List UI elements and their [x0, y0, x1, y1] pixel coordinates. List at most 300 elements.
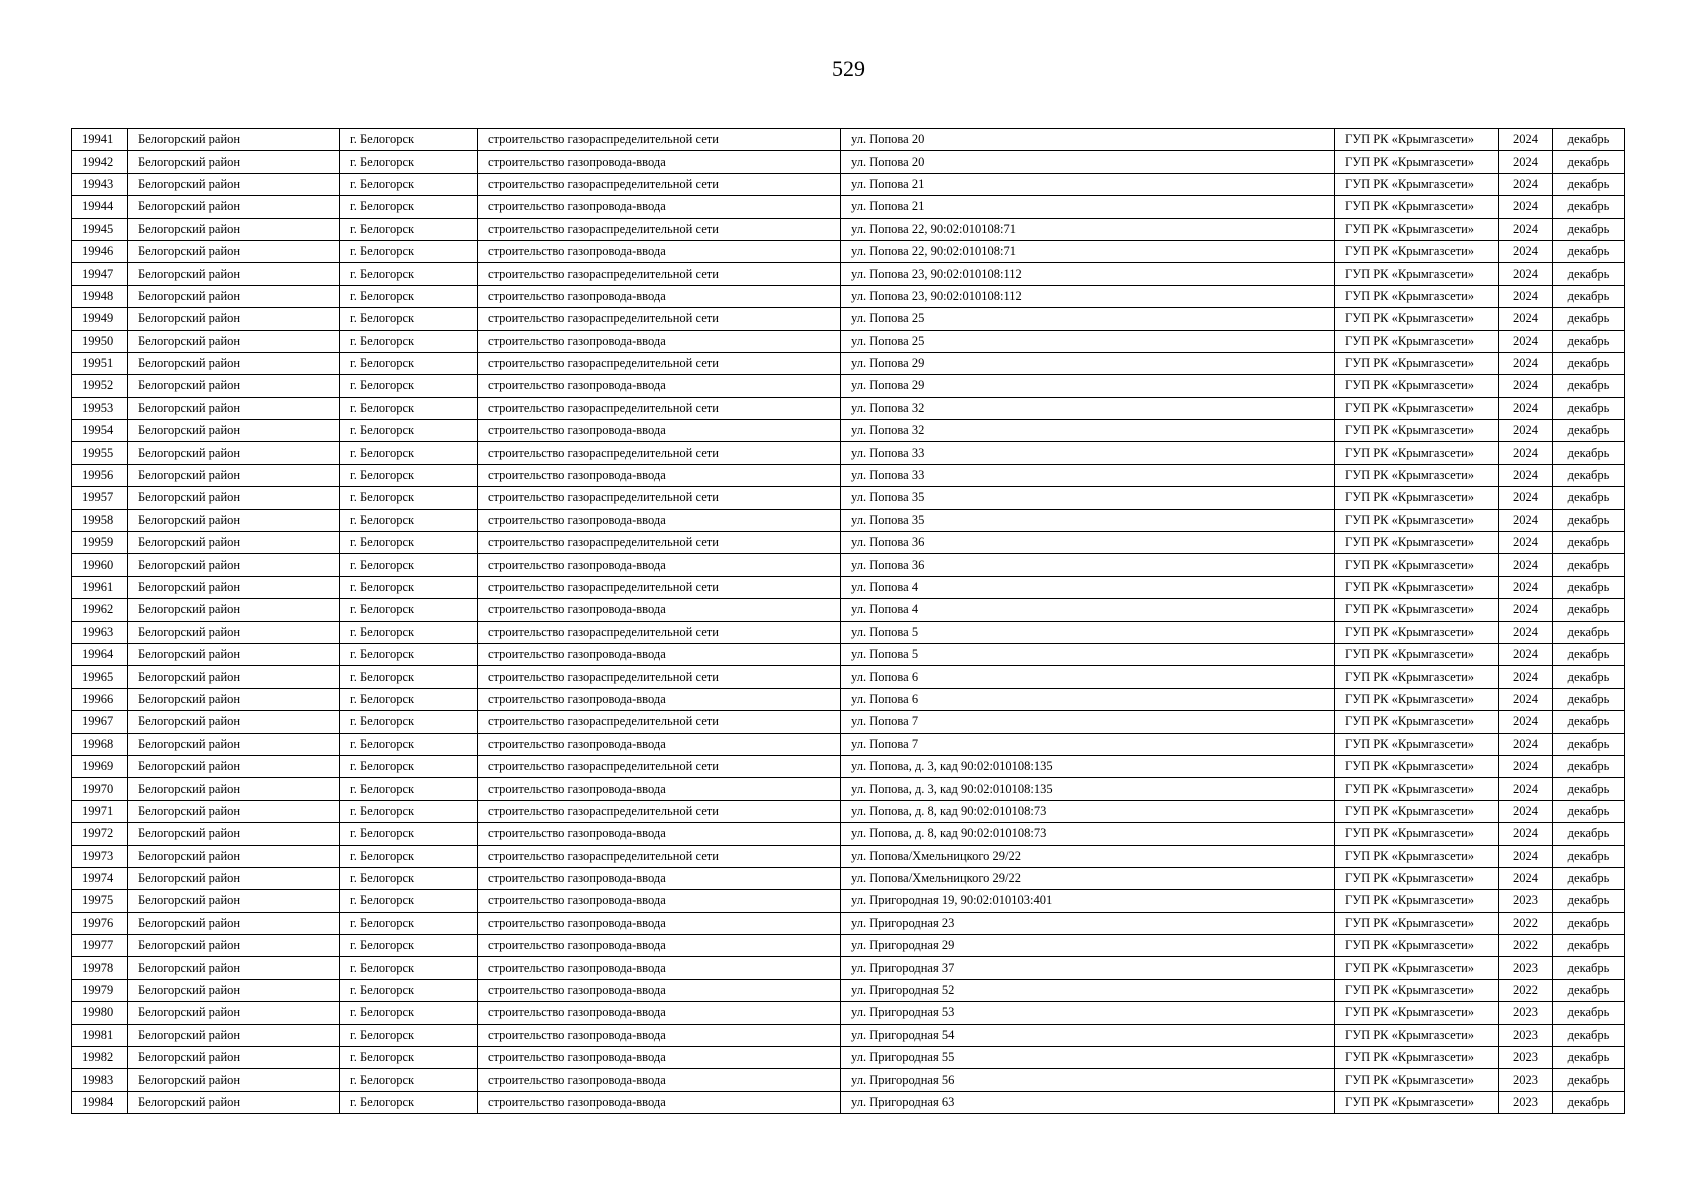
- cell-operator: ГУП РК «Крымгазсети»: [1335, 845, 1499, 867]
- cell-district: Белогорский район: [128, 1069, 340, 1091]
- cell-operator: ГУП РК «Крымгазсети»: [1335, 935, 1499, 957]
- registry-table-body: [72, 129, 1625, 1114]
- cell-year: 2024: [1499, 442, 1553, 464]
- cell-address: ул. Попова 35: [841, 509, 1335, 531]
- cell-row-number: 19944: [72, 196, 128, 218]
- table-row: [72, 554, 1625, 576]
- table-row: [72, 733, 1625, 755]
- cell-address: ул. Пригородная 54: [841, 1024, 1335, 1046]
- cell-district: Белогорский район: [128, 912, 340, 934]
- cell-settlement: г. Белогорск: [340, 129, 478, 151]
- cell-year: 2023: [1499, 1069, 1553, 1091]
- cell-operator: ГУП РК «Крымгазсети»: [1335, 823, 1499, 845]
- cell-operator: ГУП РК «Крымгазсети»: [1335, 979, 1499, 1001]
- page-number: 529: [832, 56, 865, 81]
- cell-work-type: строительство газопровода-ввода: [478, 464, 841, 486]
- cell-operator: ГУП РК «Крымгазсети»: [1335, 576, 1499, 598]
- cell-address: ул. Пригородная 37: [841, 957, 1335, 979]
- cell-month: декабрь: [1553, 352, 1625, 374]
- cell-month: декабрь: [1553, 173, 1625, 195]
- cell-row-number: 19951: [72, 352, 128, 374]
- cell-month: декабрь: [1553, 218, 1625, 240]
- cell-month: декабрь: [1553, 151, 1625, 173]
- cell-operator: ГУП РК «Крымгазсети»: [1335, 666, 1499, 688]
- cell-month: декабрь: [1553, 1069, 1625, 1091]
- cell-operator: ГУП РК «Крымгазсети»: [1335, 1024, 1499, 1046]
- cell-work-type: строительство газопровода-ввода: [478, 285, 841, 307]
- cell-district: Белогорский район: [128, 554, 340, 576]
- cell-settlement: г. Белогорск: [340, 151, 478, 173]
- table-row: [72, 285, 1625, 307]
- cell-district: Белогорский район: [128, 1091, 340, 1113]
- table-row: [72, 196, 1625, 218]
- cell-address: ул. Попова 23, 90:02:010108:112: [841, 285, 1335, 307]
- table-row: [72, 800, 1625, 822]
- cell-operator: ГУП РК «Крымгазсети»: [1335, 352, 1499, 374]
- cell-month: декабрь: [1553, 912, 1625, 934]
- cell-operator: ГУП РК «Крымгазсети»: [1335, 464, 1499, 486]
- cell-operator: ГУП РК «Крымгазсети»: [1335, 912, 1499, 934]
- cell-year: 2024: [1499, 173, 1553, 195]
- cell-address: ул. Попова/Хмельницкого 29/22: [841, 845, 1335, 867]
- cell-work-type: строительство газопровода-ввода: [478, 554, 841, 576]
- cell-row-number: 19959: [72, 532, 128, 554]
- cell-district: Белогорский район: [128, 285, 340, 307]
- cell-month: декабрь: [1553, 800, 1625, 822]
- cell-row-number: 19981: [72, 1024, 128, 1046]
- cell-row-number: 19979: [72, 979, 128, 1001]
- cell-year: 2024: [1499, 330, 1553, 352]
- cell-address: ул. Попова 29: [841, 352, 1335, 374]
- cell-settlement: г. Белогорск: [340, 554, 478, 576]
- cell-settlement: г. Белогорск: [340, 778, 478, 800]
- cell-address: ул. Попова 5: [841, 621, 1335, 643]
- table-row: [72, 979, 1625, 1001]
- cell-district: Белогорский район: [128, 308, 340, 330]
- cell-district: Белогорский район: [128, 599, 340, 621]
- cell-work-type: строительство газопровода-ввода: [478, 912, 841, 934]
- table-row: [72, 151, 1625, 173]
- table-row: [72, 1024, 1625, 1046]
- cell-operator: ГУП РК «Крымгазсети»: [1335, 1047, 1499, 1069]
- cell-operator: ГУП РК «Крымгазсети»: [1335, 218, 1499, 240]
- cell-settlement: г. Белогорск: [340, 464, 478, 486]
- cell-row-number: 19975: [72, 890, 128, 912]
- cell-settlement: г. Белогорск: [340, 621, 478, 643]
- cell-year: 2024: [1499, 196, 1553, 218]
- cell-row-number: 19957: [72, 487, 128, 509]
- cell-row-number: 19960: [72, 554, 128, 576]
- cell-work-type: строительство газопровода-ввода: [478, 375, 841, 397]
- cell-row-number: 19952: [72, 375, 128, 397]
- cell-work-type: строительство газопровода-ввода: [478, 1024, 841, 1046]
- cell-month: декабрь: [1553, 420, 1625, 442]
- cell-district: Белогорский район: [128, 151, 340, 173]
- cell-operator: ГУП РК «Крымгазсети»: [1335, 755, 1499, 777]
- table-row: [72, 957, 1625, 979]
- table-row: [72, 1002, 1625, 1024]
- cell-month: декабрь: [1553, 330, 1625, 352]
- cell-settlement: г. Белогорск: [340, 285, 478, 307]
- cell-row-number: 19971: [72, 800, 128, 822]
- cell-work-type: строительство газораспределительной сети: [478, 621, 841, 643]
- cell-address: ул. Пригородная 52: [841, 979, 1335, 1001]
- cell-work-type: строительство газопровода-ввода: [478, 420, 841, 442]
- cell-address: ул. Пригородная 56: [841, 1069, 1335, 1091]
- cell-operator: ГУП РК «Крымгазсети»: [1335, 375, 1499, 397]
- cell-settlement: г. Белогорск: [340, 173, 478, 195]
- cell-settlement: г. Белогорск: [340, 1047, 478, 1069]
- cell-work-type: строительство газопровода-ввода: [478, 509, 841, 531]
- cell-settlement: г. Белогорск: [340, 1069, 478, 1091]
- table-row: [72, 173, 1625, 195]
- cell-settlement: г. Белогорск: [340, 352, 478, 374]
- cell-address: ул. Попова 33: [841, 464, 1335, 486]
- table-row: [72, 509, 1625, 531]
- cell-settlement: г. Белогорск: [340, 442, 478, 464]
- cell-year: 2023: [1499, 957, 1553, 979]
- cell-year: 2024: [1499, 509, 1553, 531]
- table-row: [72, 487, 1625, 509]
- cell-row-number: 19963: [72, 621, 128, 643]
- table-row: [72, 397, 1625, 419]
- cell-row-number: 19977: [72, 935, 128, 957]
- cell-address: ул. Попова, д. 8, кад 90:02:010108:73: [841, 823, 1335, 845]
- table-row: [72, 621, 1625, 643]
- cell-settlement: г. Белогорск: [340, 643, 478, 665]
- table-row: [72, 240, 1625, 262]
- cell-row-number: 19966: [72, 688, 128, 710]
- cell-row-number: 19972: [72, 823, 128, 845]
- cell-year: 2023: [1499, 1024, 1553, 1046]
- cell-row-number: 19984: [72, 1091, 128, 1113]
- cell-settlement: г. Белогорск: [340, 1024, 478, 1046]
- cell-address: ул. Попова 36: [841, 554, 1335, 576]
- cell-year: 2024: [1499, 464, 1553, 486]
- cell-row-number: 19976: [72, 912, 128, 934]
- cell-operator: ГУП РК «Крымгазсети»: [1335, 487, 1499, 509]
- cell-year: 2024: [1499, 845, 1553, 867]
- cell-year: 2024: [1499, 823, 1553, 845]
- cell-year: 2024: [1499, 554, 1553, 576]
- cell-address: ул. Попова 7: [841, 711, 1335, 733]
- cell-district: Белогорский район: [128, 129, 340, 151]
- cell-year: 2024: [1499, 263, 1553, 285]
- cell-address: ул. Попова/Хмельницкого 29/22: [841, 867, 1335, 889]
- cell-work-type: строительство газораспределительной сети: [478, 308, 841, 330]
- cell-settlement: г. Белогорск: [340, 800, 478, 822]
- cell-row-number: 19968: [72, 733, 128, 755]
- cell-month: декабрь: [1553, 263, 1625, 285]
- cell-district: Белогорский район: [128, 733, 340, 755]
- cell-address: ул. Попова, д. 3, кад 90:02:010108:135: [841, 778, 1335, 800]
- cell-month: декабрь: [1553, 1091, 1625, 1113]
- cell-operator: ГУП РК «Крымгазсети»: [1335, 1002, 1499, 1024]
- table-row: [72, 867, 1625, 889]
- cell-district: Белогорский район: [128, 1024, 340, 1046]
- cell-district: Белогорский район: [128, 823, 340, 845]
- cell-operator: ГУП РК «Крымгазсети»: [1335, 330, 1499, 352]
- cell-work-type: строительство газораспределительной сети: [478, 129, 841, 151]
- table-row: [72, 1091, 1625, 1113]
- cell-operator: ГУП РК «Крымгазсети»: [1335, 778, 1499, 800]
- cell-row-number: 19954: [72, 420, 128, 442]
- cell-district: Белогорский район: [128, 263, 340, 285]
- cell-district: Белогорский район: [128, 240, 340, 262]
- cell-work-type: строительство газораспределительной сети: [478, 173, 841, 195]
- cell-district: Белогорский район: [128, 173, 340, 195]
- cell-settlement: г. Белогорск: [340, 576, 478, 598]
- cell-operator: ГУП РК «Крымгазсети»: [1335, 308, 1499, 330]
- cell-operator: ГУП РК «Крымгазсети»: [1335, 397, 1499, 419]
- cell-month: декабрь: [1553, 554, 1625, 576]
- cell-row-number: 19943: [72, 173, 128, 195]
- cell-operator: ГУП РК «Крымгазсети»: [1335, 420, 1499, 442]
- cell-address: ул. Попова 22, 90:02:010108:71: [841, 218, 1335, 240]
- cell-work-type: строительство газопровода-ввода: [478, 330, 841, 352]
- cell-settlement: г. Белогорск: [340, 688, 478, 710]
- cell-address: ул. Пригородная 29: [841, 935, 1335, 957]
- cell-work-type: строительство газопровода-ввода: [478, 778, 841, 800]
- cell-work-type: строительство газораспределительной сети: [478, 666, 841, 688]
- cell-operator: ГУП РК «Крымгазсети»: [1335, 532, 1499, 554]
- cell-year: 2024: [1499, 352, 1553, 374]
- cell-month: декабрь: [1553, 487, 1625, 509]
- cell-operator: ГУП РК «Крымгазсети»: [1335, 957, 1499, 979]
- cell-operator: ГУП РК «Крымгазсети»: [1335, 263, 1499, 285]
- cell-year: 2024: [1499, 643, 1553, 665]
- cell-year: 2024: [1499, 375, 1553, 397]
- cell-district: Белогорский район: [128, 935, 340, 957]
- cell-address: ул. Попова 25: [841, 330, 1335, 352]
- table-row: [72, 375, 1625, 397]
- cell-month: декабрь: [1553, 532, 1625, 554]
- table-row: [72, 845, 1625, 867]
- cell-row-number: 19970: [72, 778, 128, 800]
- table-row: [72, 666, 1625, 688]
- cell-work-type: строительство газораспределительной сети: [478, 442, 841, 464]
- cell-operator: ГУП РК «Крымгазсети»: [1335, 151, 1499, 173]
- cell-work-type: строительство газораспределительной сети: [478, 711, 841, 733]
- cell-month: декабрь: [1553, 890, 1625, 912]
- cell-month: декабрь: [1553, 643, 1625, 665]
- cell-work-type: строительство газопровода-ввода: [478, 599, 841, 621]
- cell-work-type: строительство газопровода-ввода: [478, 935, 841, 957]
- cell-district: Белогорский район: [128, 890, 340, 912]
- cell-month: декабрь: [1553, 935, 1625, 957]
- cell-month: декабрь: [1553, 599, 1625, 621]
- cell-settlement: г. Белогорск: [340, 487, 478, 509]
- table-row: [72, 330, 1625, 352]
- cell-row-number: 19947: [72, 263, 128, 285]
- cell-year: 2022: [1499, 912, 1553, 934]
- cell-operator: ГУП РК «Крымгазсети»: [1335, 240, 1499, 262]
- cell-district: Белогорский район: [128, 711, 340, 733]
- cell-month: декабрь: [1553, 397, 1625, 419]
- cell-district: Белогорский район: [128, 1002, 340, 1024]
- cell-address: ул. Попова 35: [841, 487, 1335, 509]
- cell-district: Белогорский район: [128, 375, 340, 397]
- cell-year: 2024: [1499, 218, 1553, 240]
- cell-work-type: строительство газораспределительной сети: [478, 755, 841, 777]
- cell-row-number: 19965: [72, 666, 128, 688]
- cell-address: ул. Пригородная 23: [841, 912, 1335, 934]
- cell-operator: ГУП РК «Крымгазсети»: [1335, 442, 1499, 464]
- cell-address: ул. Попова 7: [841, 733, 1335, 755]
- cell-district: Белогорский район: [128, 979, 340, 1001]
- cell-district: Белогорский район: [128, 800, 340, 822]
- cell-month: декабрь: [1553, 576, 1625, 598]
- cell-work-type: строительство газопровода-ввода: [478, 196, 841, 218]
- table-row: [72, 464, 1625, 486]
- cell-address: ул. Попова 6: [841, 666, 1335, 688]
- cell-month: декабрь: [1553, 308, 1625, 330]
- cell-work-type: строительство газораспределительной сети: [478, 845, 841, 867]
- cell-year: 2024: [1499, 308, 1553, 330]
- cell-district: Белогорский район: [128, 352, 340, 374]
- cell-year: 2023: [1499, 1091, 1553, 1113]
- cell-settlement: г. Белогорск: [340, 375, 478, 397]
- cell-row-number: 19969: [72, 755, 128, 777]
- table-row: [72, 643, 1625, 665]
- cell-work-type: строительство газопровода-ввода: [478, 733, 841, 755]
- cell-address: ул. Пригородная 53: [841, 1002, 1335, 1024]
- cell-settlement: г. Белогорск: [340, 532, 478, 554]
- cell-district: Белогорский район: [128, 509, 340, 531]
- cell-row-number: 19961: [72, 576, 128, 598]
- table-row: [72, 129, 1625, 151]
- cell-settlement: г. Белогорск: [340, 330, 478, 352]
- cell-operator: ГУП РК «Крымгазсети»: [1335, 599, 1499, 621]
- cell-month: декабрь: [1553, 957, 1625, 979]
- table-row: [72, 935, 1625, 957]
- cell-work-type: строительство газопровода-ввода: [478, 890, 841, 912]
- cell-year: 2024: [1499, 800, 1553, 822]
- cell-operator: ГУП РК «Крымгазсети»: [1335, 196, 1499, 218]
- cell-row-number: 19955: [72, 442, 128, 464]
- cell-address: ул. Попова 20: [841, 151, 1335, 173]
- cell-district: Белогорский район: [128, 576, 340, 598]
- cell-year: 2024: [1499, 778, 1553, 800]
- table-row: [72, 352, 1625, 374]
- cell-month: декабрь: [1553, 129, 1625, 151]
- cell-work-type: строительство газопровода-ввода: [478, 1002, 841, 1024]
- cell-month: декабрь: [1553, 1002, 1625, 1024]
- cell-month: декабрь: [1553, 240, 1625, 262]
- cell-month: декабрь: [1553, 711, 1625, 733]
- cell-year: 2024: [1499, 487, 1553, 509]
- cell-address: ул. Пригородная 19, 90:02:010103:401: [841, 890, 1335, 912]
- cell-settlement: г. Белогорск: [340, 979, 478, 1001]
- cell-work-type: строительство газопровода-ввода: [478, 1069, 841, 1091]
- cell-month: декабрь: [1553, 688, 1625, 710]
- cell-row-number: 19973: [72, 845, 128, 867]
- cell-district: Белогорский район: [128, 442, 340, 464]
- cell-year: 2024: [1499, 666, 1553, 688]
- cell-settlement: г. Белогорск: [340, 218, 478, 240]
- cell-settlement: г. Белогорск: [340, 845, 478, 867]
- cell-row-number: 19978: [72, 957, 128, 979]
- cell-work-type: строительство газопровода-ввода: [478, 957, 841, 979]
- cell-address: ул. Пригородная 55: [841, 1047, 1335, 1069]
- cell-district: Белогорский район: [128, 666, 340, 688]
- table-row: [72, 263, 1625, 285]
- cell-row-number: 19974: [72, 867, 128, 889]
- cell-year: 2024: [1499, 240, 1553, 262]
- cell-row-number: 19982: [72, 1047, 128, 1069]
- table-row: [72, 1069, 1625, 1091]
- cell-settlement: г. Белогорск: [340, 599, 478, 621]
- cell-month: декабрь: [1553, 442, 1625, 464]
- cell-work-type: строительство газопровода-ввода: [478, 1091, 841, 1113]
- cell-month: декабрь: [1553, 196, 1625, 218]
- registry-table: [71, 128, 1625, 1114]
- cell-settlement: г. Белогорск: [340, 867, 478, 889]
- cell-year: 2024: [1499, 711, 1553, 733]
- cell-settlement: г. Белогорск: [340, 755, 478, 777]
- cell-row-number: 19962: [72, 599, 128, 621]
- table-row: [72, 755, 1625, 777]
- cell-month: декабрь: [1553, 464, 1625, 486]
- table-row: [72, 218, 1625, 240]
- table-row: [72, 420, 1625, 442]
- cell-settlement: г. Белогорск: [340, 420, 478, 442]
- cell-settlement: г. Белогорск: [340, 957, 478, 979]
- table-row: [72, 912, 1625, 934]
- cell-district: Белогорский район: [128, 196, 340, 218]
- cell-work-type: строительство газораспределительной сети: [478, 263, 841, 285]
- cell-work-type: строительство газораспределительной сети: [478, 576, 841, 598]
- cell-settlement: г. Белогорск: [340, 711, 478, 733]
- cell-address: ул. Попова 22, 90:02:010108:71: [841, 240, 1335, 262]
- cell-district: Белогорский район: [128, 330, 340, 352]
- cell-district: Белогорский район: [128, 845, 340, 867]
- cell-month: декабрь: [1553, 666, 1625, 688]
- table-row: [72, 778, 1625, 800]
- cell-month: декабрь: [1553, 823, 1625, 845]
- cell-work-type: строительство газопровода-ввода: [478, 240, 841, 262]
- cell-settlement: г. Белогорск: [340, 509, 478, 531]
- table-row: [72, 442, 1625, 464]
- table-row: [72, 576, 1625, 598]
- cell-month: декабрь: [1553, 621, 1625, 643]
- cell-row-number: 19949: [72, 308, 128, 330]
- cell-year: 2024: [1499, 420, 1553, 442]
- cell-operator: ГУП РК «Крымгазсети»: [1335, 173, 1499, 195]
- cell-operator: ГУП РК «Крымгазсети»: [1335, 711, 1499, 733]
- cell-month: декабрь: [1553, 755, 1625, 777]
- table-row: [72, 823, 1625, 845]
- cell-month: декабрь: [1553, 509, 1625, 531]
- cell-month: декабрь: [1553, 867, 1625, 889]
- cell-work-type: строительство газопровода-ввода: [478, 1047, 841, 1069]
- cell-settlement: г. Белогорск: [340, 240, 478, 262]
- cell-operator: ГУП РК «Крымгазсети»: [1335, 688, 1499, 710]
- cell-address: ул. Попова 25: [841, 308, 1335, 330]
- cell-year: 2024: [1499, 285, 1553, 307]
- cell-operator: ГУП РК «Крымгазсети»: [1335, 129, 1499, 151]
- cell-operator: ГУП РК «Крымгазсети»: [1335, 890, 1499, 912]
- cell-year: 2024: [1499, 129, 1553, 151]
- cell-settlement: г. Белогорск: [340, 1091, 478, 1113]
- table-row: [72, 890, 1625, 912]
- cell-address: ул. Попова 4: [841, 599, 1335, 621]
- cell-row-number: 19941: [72, 129, 128, 151]
- cell-year: 2024: [1499, 151, 1553, 173]
- cell-settlement: г. Белогорск: [340, 397, 478, 419]
- cell-address: ул. Попова 32: [841, 397, 1335, 419]
- cell-row-number: 19948: [72, 285, 128, 307]
